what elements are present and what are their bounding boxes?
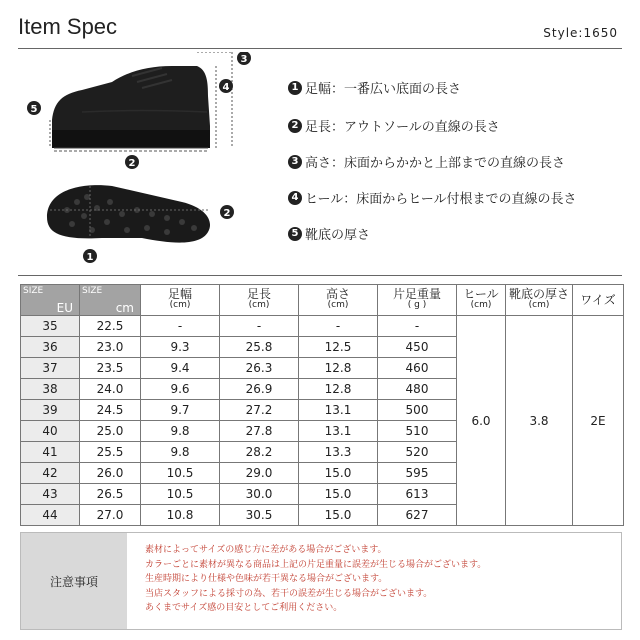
notice-box [20, 532, 622, 630]
table-cell: 36 [21, 337, 80, 358]
page-title: Item Spec [18, 14, 118, 39]
table-cell-sole: 3.8 [506, 316, 573, 526]
table-cell: 12.5 [299, 337, 378, 358]
marker-2b [220, 205, 234, 219]
table-cell: 27.2 [220, 400, 299, 421]
table-row [21, 316, 624, 337]
table-cell: 25.0 [80, 421, 141, 442]
marker-5 [27, 101, 41, 115]
table-cell: 23.0 [80, 337, 141, 358]
table-cell: 29.0 [220, 463, 299, 484]
table-cell: 460 [378, 358, 457, 379]
table-cell: 613 [378, 484, 457, 505]
legend-item-2: 2 足長：アウトソールの直線の長さ [288, 116, 500, 135]
legend-item-4: 4 ヒール：床面からヒール付根までの直線の長さ [288, 188, 576, 207]
table-cell: 26.3 [220, 358, 299, 379]
table-cell: 38 [21, 379, 80, 400]
table-cell: 26.5 [80, 484, 141, 505]
table-cell: - [378, 316, 457, 337]
table-cell: 27.0 [80, 505, 141, 526]
shoe-sole-view [47, 185, 210, 242]
divider-mid [18, 275, 622, 276]
table-cell: 35 [21, 316, 80, 337]
table-cell: 450 [378, 337, 457, 358]
table-cell: 480 [378, 379, 457, 400]
header-cm: SIZE cm [80, 285, 141, 316]
table-cell: 9.6 [141, 379, 220, 400]
svg-text:2: 2 [128, 158, 136, 169]
table-cell: 13.1 [299, 400, 378, 421]
header-width: 足幅 (cm) [141, 285, 220, 316]
table-cell: 9.4 [141, 358, 220, 379]
header-heel: ヒール (cm) [457, 285, 506, 316]
table-cell: - [141, 316, 220, 337]
table-cell: 12.8 [299, 358, 378, 379]
header-sole: 靴底の厚さ (cm) [506, 285, 573, 316]
table-cell: 42 [21, 463, 80, 484]
svg-text:2: 2 [223, 208, 231, 219]
table-cell-wise: 2E [573, 316, 624, 526]
table-cell: - [299, 316, 378, 337]
table-cell: 9.3 [141, 337, 220, 358]
table-cell: 627 [378, 505, 457, 526]
svg-text:3: 3 [240, 54, 248, 65]
table-cell: 44 [21, 505, 80, 526]
marker-1 [83, 249, 97, 263]
table-cell: 22.5 [80, 316, 141, 337]
table-cell: 500 [378, 400, 457, 421]
shoe-illustration [22, 52, 272, 274]
table-cell: 10.8 [141, 505, 220, 526]
table-cell: 37 [21, 358, 80, 379]
table-cell: 30.0 [220, 484, 299, 505]
svg-text:5: 5 [30, 104, 38, 115]
table-cell: 15.0 [299, 484, 378, 505]
table-cell: 27.8 [220, 421, 299, 442]
header-wise: ワイズ [573, 285, 624, 316]
table-cell: 510 [378, 421, 457, 442]
table-cell: 13.3 [299, 442, 378, 463]
header-length: 足長 (cm) [220, 285, 299, 316]
table-cell: 10.5 [141, 463, 220, 484]
table-cell: 25.8 [220, 337, 299, 358]
notice-lines: 素材によってサイズの感じ方に差がある場合がございます。 カラーごとに素材が異なる商品は上記の片足重量に誤差が生じる場合がございます。 生産時期により仕様や色味が若干異なる場合がございます。 当店スタッフによる採寸の為、若干の誤差が生じる場合がございます。 あくまでサイズ感の目安としてご利用ください。 [145, 545, 487, 613]
table-cell: 13.1 [299, 421, 378, 442]
header-weight: 片足重量 ( g ) [378, 285, 457, 316]
legend-item-3: 3 高さ：床面からかかと上部までの直線の長さ [288, 152, 565, 171]
table-cell: 9.8 [141, 421, 220, 442]
table-cell-heel: 6.0 [457, 316, 506, 526]
marker-3 [237, 52, 251, 65]
style-code: Style:1650 [543, 26, 618, 40]
size-spec-table [20, 284, 624, 526]
table-cell: 595 [378, 463, 457, 484]
table-cell: 24.5 [80, 400, 141, 421]
divider-top [18, 48, 622, 49]
header-height: 高さ (cm) [299, 285, 378, 316]
table-cell: 40 [21, 421, 80, 442]
legend-item-5: 5 靴底の厚さ [288, 224, 370, 243]
table-cell: 9.8 [141, 442, 220, 463]
marker-4 [219, 79, 233, 93]
table-cell: 28.2 [220, 442, 299, 463]
table-cell: 23.5 [80, 358, 141, 379]
table-cell: 26.0 [80, 463, 141, 484]
table-cell: 520 [378, 442, 457, 463]
table-cell: 30.5 [220, 505, 299, 526]
table-cell: - [220, 316, 299, 337]
notice-label: 注意事項 [21, 533, 127, 629]
marker-2a [125, 155, 139, 169]
table-cell: 10.5 [141, 484, 220, 505]
header-eu: SIZE EU [21, 285, 80, 316]
table-cell: 9.7 [141, 400, 220, 421]
shoe-side-view [52, 66, 210, 148]
table-cell: 43 [21, 484, 80, 505]
table-cell: 26.9 [220, 379, 299, 400]
table-cell: 15.0 [299, 505, 378, 526]
svg-text:1: 1 [86, 252, 94, 263]
legend-item-1: 1 足幅：一番広い底面の長さ [288, 78, 461, 97]
table-cell: 24.0 [80, 379, 141, 400]
table-cell: 25.5 [80, 442, 141, 463]
svg-text:4: 4 [222, 82, 230, 93]
table-cell: 12.8 [299, 379, 378, 400]
table-cell: 15.0 [299, 463, 378, 484]
table-cell: 41 [21, 442, 80, 463]
table-cell: 39 [21, 400, 80, 421]
